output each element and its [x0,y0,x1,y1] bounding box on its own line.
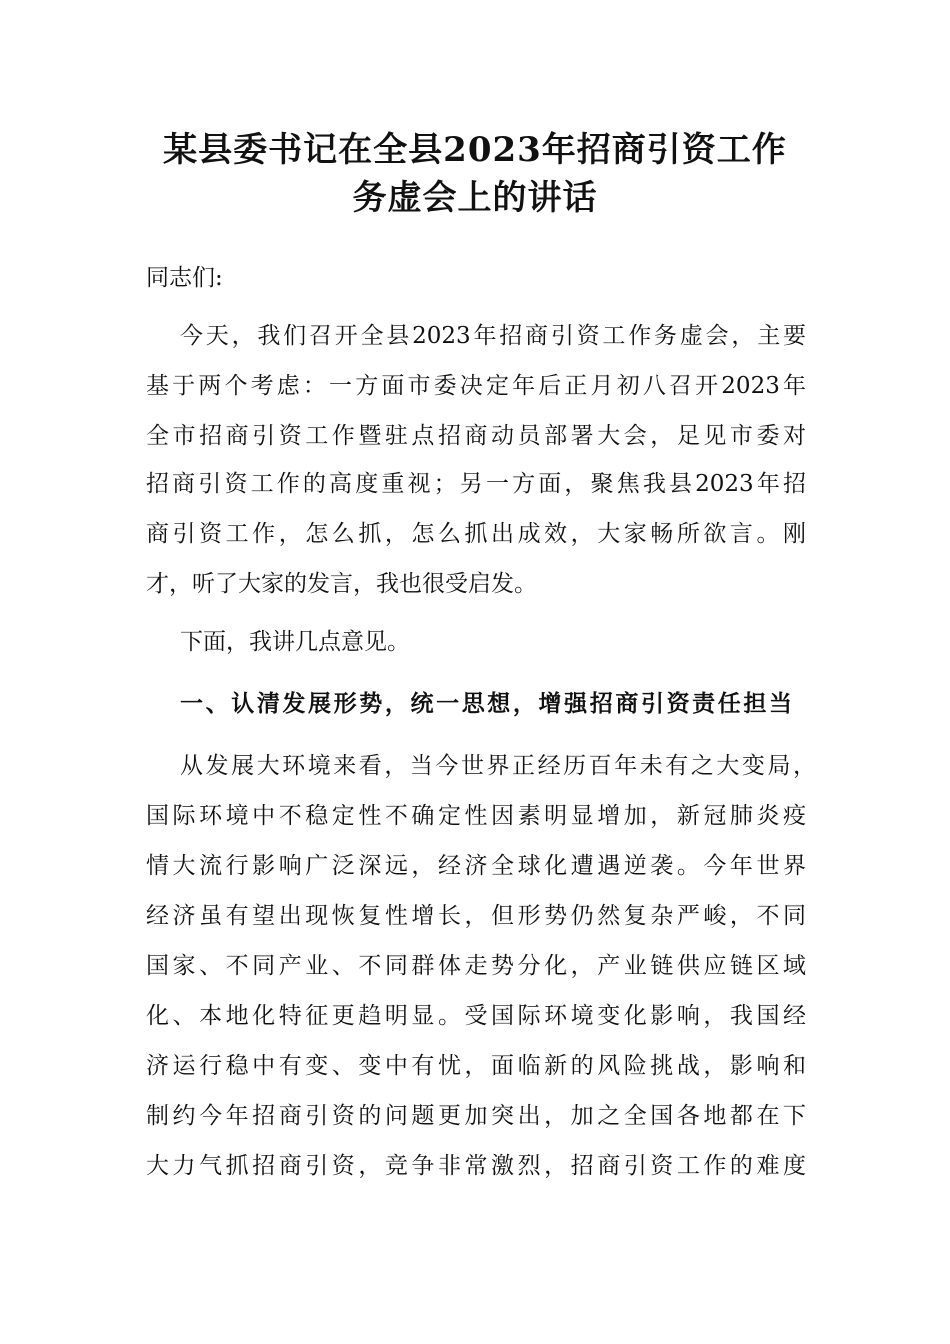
paragraph-2: 下面，我讲几点意见。 [180,629,410,655]
paragraph-3-line-6: 化、本地化特征更趋明显。受国际环境变化影响，我国经 [146,1003,806,1029]
paragraph-3-line-9: 大力气抓招商引资，竞争非常激烈，招商引资工作的难度 [146,1153,806,1179]
paragraph-3-line-4: 经济虽有望出现恢复性增长，但形势仍然复杂严峻，不同 [146,903,806,929]
paragraph-3-line-3: 情大流行影响广泛深远，经济全球化遭遇逆袭。今年世界 [146,853,806,879]
paragraph-1-line-1: 今天，我们召开全县2023年招商引资工作务虚会，主要 [180,323,806,349]
document-title-line-2: 务虚会上的讲话 [352,178,598,218]
paragraph-1-line-5: 商引资工作，怎么抓，怎么抓出成效，大家畅所欲言。刚 [146,521,806,547]
section-heading-1: 一、认清发展形势，统一思想，增强招商引资责任担当 [180,691,792,717]
paragraph-1-line-3: 全市招商引资工作暨驻点招商动员部署大会，足见市委对 [146,423,806,449]
paragraph-1-line-6: 才，听了大家的发言，我也很受启发。 [146,571,537,597]
salutation: 同志们: [146,265,223,291]
paragraph-1-line-4: 招商引资工作的高度重视；另一方面，聚焦我县2023年招 [146,471,806,497]
paragraph-1-line-2: 基于两个考虑：一方面市委决定年后正月初八召开2023年 [146,373,806,399]
paragraph-3-line-5: 国家、不同产业、不同群体走势分化，产业链供应链区域 [146,953,806,979]
paragraph-3-line-8: 制约今年招商引资的问题更加突出，加之全国各地都在下 [146,1103,806,1129]
paragraph-3-line-7: 济运行稳中有变、变中有忧，面临新的风险挑战，影响和 [146,1053,806,1079]
paragraph-3-line-1: 从发展大环境来看，当今世界正经历百年未有之大变局， [180,753,816,779]
document-title-line-1: 某县委书记在全县2023年招商引资工作 [163,130,787,170]
paragraph-3-line-2: 国际环境中不稳定性不确定性因素明显增加，新冠肺炎疫 [146,803,806,829]
